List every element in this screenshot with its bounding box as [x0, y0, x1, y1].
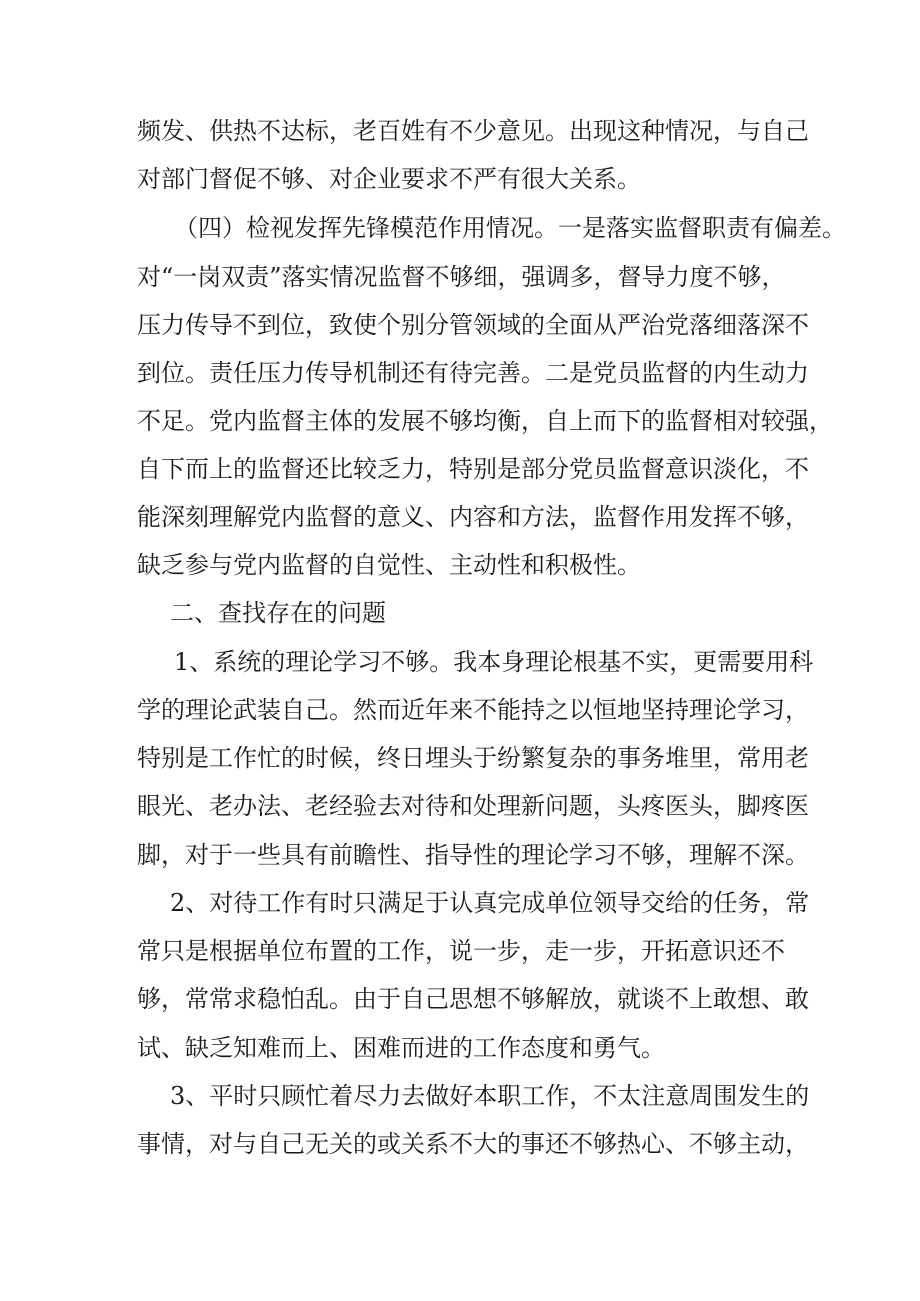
text-line: 常只是根据单位布置的工作，说一步，走一步，开拓意识还不: [137, 937, 785, 965]
text-line: 缺乏参与党内监督的自觉性、主动性和积极性。: [137, 551, 641, 579]
text-line: （四）检视发挥先锋模范作用情况。一是落实监督职责有偏差。: [174, 214, 846, 242]
text-line: 2、对待工作有时只满足于认真完成单位领导交给的任务，常: [170, 889, 810, 917]
text-line: 到位。责任压力传导机制还有待完善。二是党员监督的内生动力: [137, 359, 809, 387]
text-line: 压力传导不到位，致使个别分管领域的全面从严治党落细落深不: [137, 311, 809, 339]
text-line: 3、平时只顾忙着尽力去做好本职工作，不太注意周围发生的: [170, 1082, 810, 1110]
text-line: 自下而上的监督还比较乏力，特别是部分党员监督意识淡化，不: [137, 455, 809, 483]
text-line: 脚，对于一些具有前瞻性、指导性的理论学习不够，理解不深。: [137, 841, 809, 869]
text-line: 对“一岗双责”落实情况监督不够细，强调多，督导力度不够，: [137, 263, 786, 291]
text-line: 特别是工作忙的时候，终日埋头于纷繁复杂的事务堆里，常用老: [137, 744, 809, 772]
text-line: 能深刻理解党内监督的意义、内容和方法，监督作用发挥不够，: [137, 503, 809, 531]
text-line: 学的理论武装自己。然而近年来不能持之以恒地坚持理论学习，: [137, 696, 809, 724]
text-line: 眼光、老办法、老经验去对待和处理新问题，头疼医头，脚疼医: [137, 792, 809, 820]
text-line: 对部门督促不够、对企业要求不严有很大关系。: [137, 165, 641, 193]
text-line: 事情，对与自己无关的或关系不大的事还不够热心、不够主动，: [137, 1130, 809, 1158]
text-line: 1、系统的理论学习不够。我本身理论根基不实，更需要用科: [174, 648, 814, 676]
section-heading: 二、查找存在的问题: [170, 599, 386, 627]
text-line: 够，常常求稳怕乱。由于自己思想不够解放，就谈不上敢想、敢: [137, 985, 809, 1013]
text-line: 试、缺乏知难而上、困难而进的工作态度和勇气。: [137, 1034, 665, 1062]
text-line: 频发、供热不达标，老百姓有不少意见。出现这种情况，与自己: [137, 117, 809, 145]
text-line: 不足。党内监督主体的发展不够均衡，自上而下的监督相对较强，: [137, 407, 833, 435]
